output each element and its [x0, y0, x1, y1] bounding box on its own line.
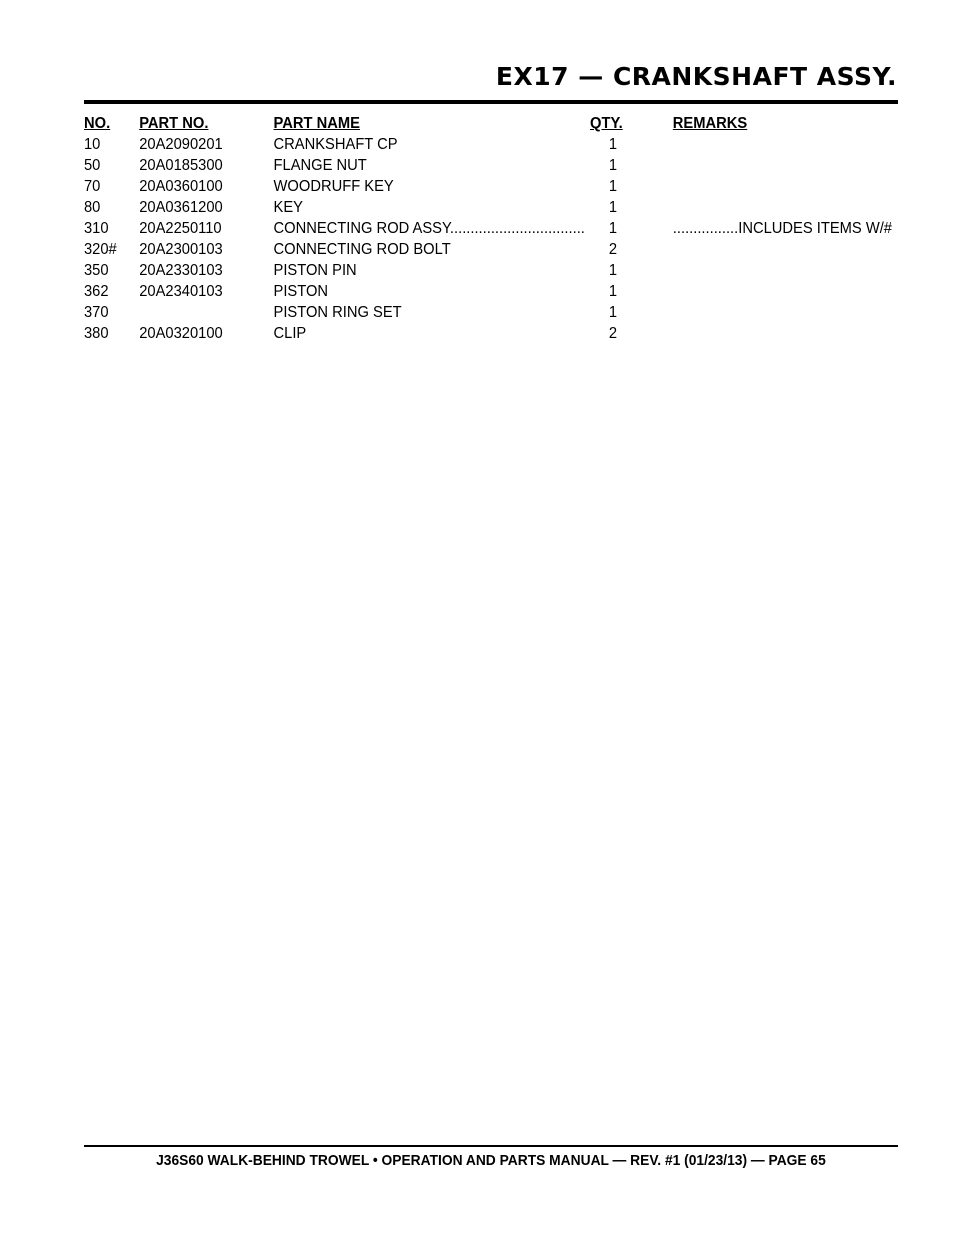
header-part-no: PART NO. [139, 115, 209, 132]
qty-cell: 1 [608, 304, 618, 321]
part-no-cell: 20A2330103 [139, 262, 223, 279]
qty-cell: 1 [608, 157, 618, 174]
part-name-cell: WOODRUFF KEY [273, 178, 394, 195]
part-name-cell: CLIP [273, 325, 307, 342]
part-number-cell: 310 [84, 220, 109, 237]
page-title: EX17 — CRANKSHAFT ASSY. [495, 62, 897, 91]
part-name-cell: PISTON RING SET [273, 304, 402, 321]
qty-cell: 2 [608, 241, 618, 258]
table-row [84, 260, 820, 281]
parts-table [84, 113, 893, 344]
parts-rows [84, 134, 893, 344]
header-qty: QTY. [590, 115, 623, 132]
qty-cell: 1 [608, 178, 618, 195]
part-no-cell: 20A0320100 [139, 325, 223, 342]
footer-rule [84, 1145, 898, 1147]
header-remarks: REMARKS [672, 115, 748, 132]
part-number-cell: 350 [84, 262, 109, 279]
part-no-cell: 20A2250110 [139, 220, 222, 237]
part-no-cell: 20A2300103 [139, 241, 223, 258]
qty-cell: 1 [608, 136, 618, 153]
part-name-cell: PISTON PIN [273, 262, 357, 279]
part-name-cell: FLANGE NUT [273, 157, 367, 174]
header-no: NO. [84, 115, 111, 132]
table-row [84, 281, 820, 302]
part-no-cell: 20A0360100 [139, 178, 223, 195]
table-row [84, 218, 893, 239]
qty-cell: 1 [608, 199, 618, 216]
part-no-cell: 20A2090201 [139, 136, 223, 153]
qty-cell: 2 [608, 325, 618, 342]
header-part-name: PART NAME [273, 115, 360, 132]
table-row [84, 134, 820, 155]
qty-cell: 1 [608, 262, 618, 279]
part-number-cell: 370 [84, 304, 109, 321]
part-number-cell: 70 [84, 178, 101, 195]
part-no-cell: 20A0185300 [139, 157, 223, 174]
part-number-cell: 380 [84, 325, 109, 342]
remarks-cell: ................INCLUDES ITEMS W/# [672, 220, 893, 237]
qty-cell: 1 [608, 283, 618, 300]
part-number-cell: 320# [84, 241, 117, 258]
part-number-cell: 362 [84, 283, 109, 300]
table-row [84, 176, 820, 197]
title-rule [84, 100, 898, 104]
part-no-cell: 20A2340103 [139, 283, 223, 300]
table-row [84, 239, 820, 260]
qty-cell: 1 [608, 220, 618, 237]
part-name-cell: PISTON [273, 283, 329, 300]
part-no-cell: 20A0361200 [139, 199, 223, 216]
part-name-cell: CRANKSHAFT CP [273, 136, 398, 153]
part-name-cell: KEY [273, 199, 303, 216]
page-footer [84, 1152, 898, 1169]
table-row [84, 302, 820, 323]
footer-text: J36S60 WALK-BEHIND TROWEL • OPERATION AND PARTS MANUAL — REV. #1 (01/23/13) — PAGE 65 [156, 1152, 826, 1169]
part-number-cell: 80 [84, 199, 101, 216]
table-row [84, 197, 820, 218]
parts-table-header [84, 113, 820, 134]
table-row [84, 155, 820, 176]
part-number-cell: 50 [84, 157, 101, 174]
part-number-cell: 10 [84, 136, 101, 153]
part-name-cell: CONNECTING ROD BOLT [273, 241, 451, 258]
part-name-cell: CONNECTING ROD ASSY................................. [273, 220, 585, 237]
table-row [84, 323, 820, 344]
